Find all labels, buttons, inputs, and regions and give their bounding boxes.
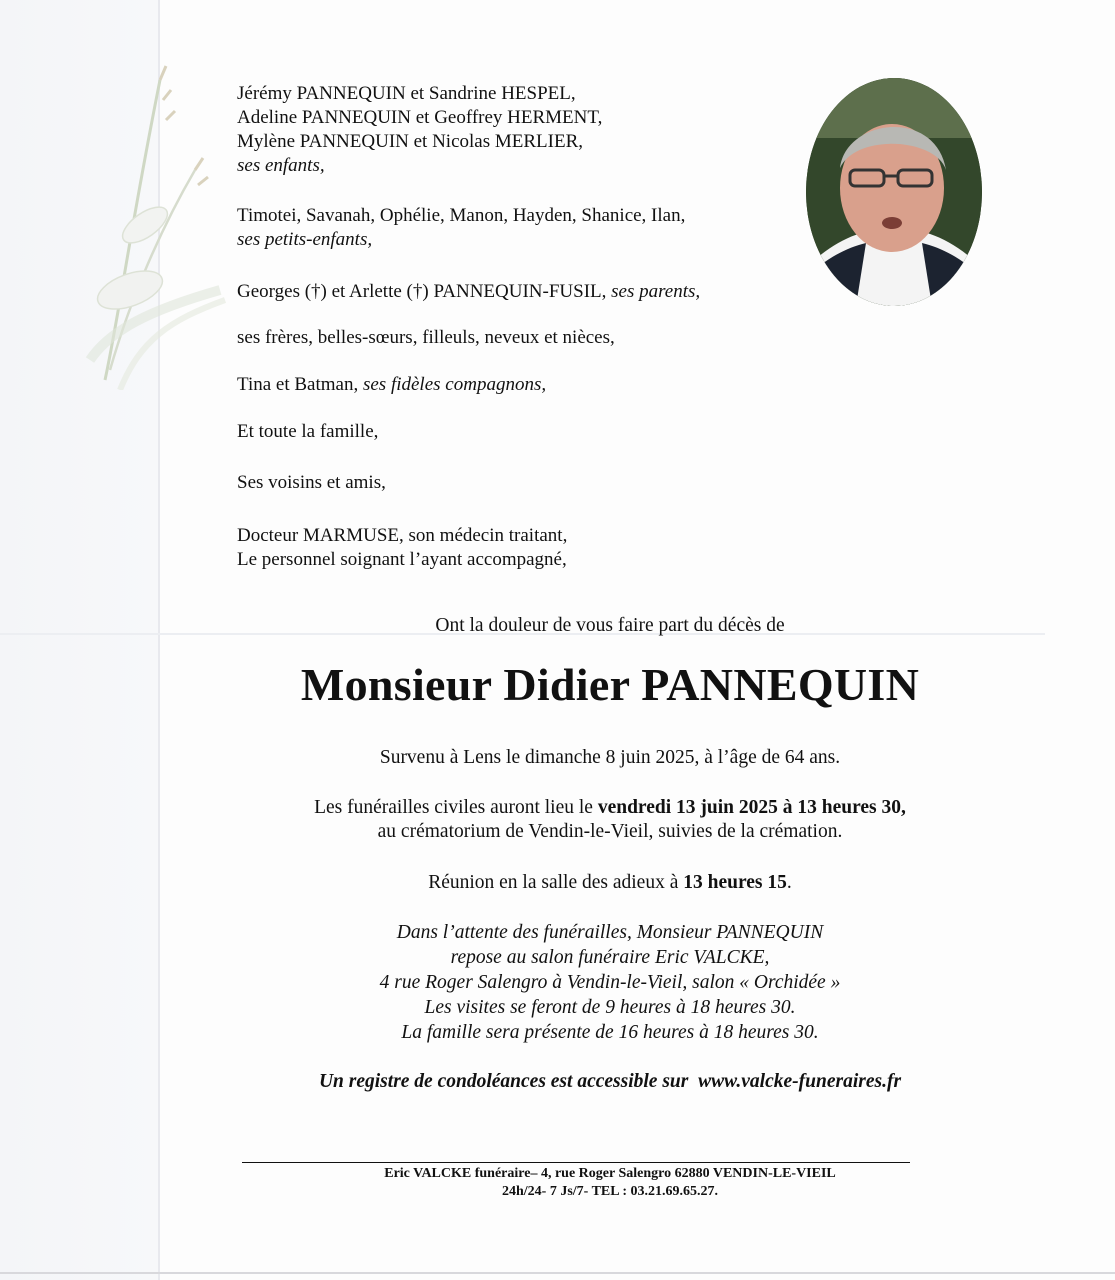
pets-names: Tina et Batman,: [237, 374, 359, 395]
footer-address: Eric VALCKE funéraire– 4, rue Roger Salengro 62880 VENDIN-LE-VIEIL: [384, 1166, 836, 1181]
funeral-place: au crématorium de Vendin-le-Vieil, suivies de la crémation.: [377, 821, 843, 842]
children-block: [237, 82, 602, 178]
deceased-name: Monsieur Didier PANNEQUIN: [300, 659, 920, 710]
reunion-time: 13 heures 15: [683, 872, 787, 893]
staff-text: Le personnel soignant l’ayant accompagné,: [237, 549, 567, 570]
pets-line: [237, 373, 546, 397]
child-line: Adeline PANNEQUIN et Geoffrey HERMENT,: [237, 107, 603, 128]
lily-flower-icon: [50, 60, 230, 390]
funeral-prefix: Les funérailles civiles auront lieu le: [314, 797, 598, 818]
rest-line: Les visites se feront de 9 heures à 18 heures 30.: [424, 997, 796, 1018]
funeral-info: [160, 796, 1060, 844]
reunion-info: [160, 871, 1060, 895]
parents-names: Georges (†) et Arlette (†) PANNEQUIN-FUSIL,: [237, 281, 607, 302]
neighbors-text: Ses voisins et amis,: [237, 472, 386, 493]
siblings-line: [237, 326, 615, 350]
rest-line: repose au salon funéraire Eric VALCKE,: [450, 947, 770, 968]
reunion-suffix: .: [786, 872, 792, 893]
footer-contact: 24h/24- 7 Js/7- TEL : 03.21.69.65.27.: [502, 1184, 718, 1199]
grandchildren-names: Timotei, Savanah, Ophélie, Manon, Hayden, Shanice, Ilan,: [237, 205, 686, 226]
neighbors-line: [237, 471, 386, 495]
grandchildren-block: [237, 204, 685, 252]
parents-role: ses parents,: [611, 281, 701, 302]
rest-info: [160, 920, 1060, 1045]
medical-block: [237, 524, 567, 572]
funeral-date: vendredi 13 juin 2025 à 13 heures 30,: [597, 797, 906, 818]
page-bottom-edge: [0, 1272, 1115, 1274]
announcement-text: Ont la douleur de vous faire part du décès de: [435, 615, 785, 636]
death-info-text: Survenu à Lens le dimanche 8 juin 2025, à l’âge de 64 ans.: [379, 747, 841, 768]
reunion-prefix: Réunion en la salle des adieux à: [428, 872, 684, 893]
whole-family-line: [237, 420, 378, 444]
siblings-text: ses frères, belles-sœurs, filleuls, neveux et nièces,: [237, 327, 615, 348]
rest-line: Dans l’attente des funérailles, Monsieur PANNEQUIN: [396, 922, 824, 943]
children-role: ses enfants,: [237, 155, 325, 176]
portrait-photo: [806, 78, 982, 306]
child-line: Mylène PANNEQUIN et Nicolas MERLIER,: [237, 131, 584, 152]
register-info: [160, 1070, 1060, 1094]
death-info: [160, 746, 1060, 770]
grandchildren-role: ses petits-enfants,: [237, 229, 373, 250]
parents-line: [237, 280, 700, 304]
whole-family-text: Et toute la famille,: [237, 421, 379, 442]
announcement: [160, 614, 1060, 638]
footer-divider: [242, 1162, 910, 1163]
rest-line: 4 rue Roger Salengro à Vendin-le-Vieil, salon « Orchidée »: [379, 972, 841, 993]
doctor-text: Docteur MARMUSE, son médecin traitant,: [237, 525, 568, 546]
rest-line: La famille sera présente de 16 heures à 18 heures 30.: [401, 1022, 819, 1043]
pets-role: ses fidèles compagnons,: [362, 374, 547, 395]
register-text: Un registre de condoléances est accessible sur www.valcke-funeraires.fr: [318, 1071, 902, 1092]
child-line: Jérémy PANNEQUIN et Sandrine HESPEL,: [237, 83, 576, 104]
footer: [160, 1165, 1060, 1201]
